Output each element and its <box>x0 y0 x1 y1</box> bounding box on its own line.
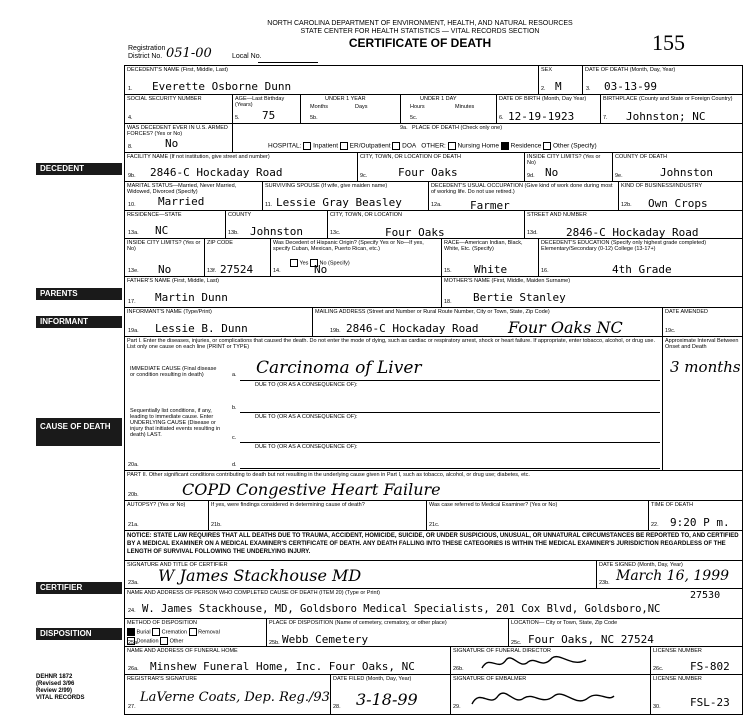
license2-value: FSL-23 <box>690 696 730 709</box>
res-inside-value: No <box>158 263 172 276</box>
res-city-value: Four Oaks <box>385 226 445 239</box>
part2-value: COPD Congestive Heart Failure <box>182 480 441 499</box>
funeral-home-label: NAME AND ADDRESS OF FUNERAL HOME <box>127 648 238 654</box>
form-footer: DEHNR 1872 (Revised 3/96 Review 2/99) VITAL RECORDS <box>36 674 85 701</box>
district-label: District No. <box>128 53 163 60</box>
date-death-value: 03-13-99 <box>604 80 657 93</box>
referred-label: Was case referred to Medical Examiner? (Yes or No) <box>429 502 558 508</box>
immediate-cause-value: Carcinoma of Liver <box>256 358 422 378</box>
certifier-signature: W James Stackhouse MD <box>158 566 362 585</box>
informant-label: INFORMANT'S NAME (Type/Print) <box>127 309 212 315</box>
age-label: AGE—Last Birthday (Years) <box>235 96 285 108</box>
facility-label: FACILITY NAME (If not institution, give street and number) <box>127 154 270 160</box>
city-death-label: CITY, TOWN, OR LOCATION OF DEATH <box>360 154 461 160</box>
dob-label: DATE OF BIRTH (Month, Day Year) <box>499 96 587 102</box>
registrar-signature: LaVerne Coats, Dep. Reg./93 <box>140 690 330 705</box>
sequential-label: Sequentially list conditions, if any, leading to immediate cause. Enter UNDERLYING CAUSE (Disease or injury that initiated events resulting in death) LAST. <box>130 408 221 438</box>
burial-checkbox[interactable] <box>127 628 135 636</box>
inside-city-label: INSIDE CITY LIMITS? (Yes or No) <box>527 154 601 166</box>
medical-examiner-notice: NOTICE: STATE LAW REQUIRES THAT ALL DEATHS DUE TO TRAUMA, ACCIDENT, HOMICIDE, SUICIDE, OR UNDER SUSPICIOUS, UNUSUAL, OR UNNATURAL CIRCUMSTANCES BE REPORTED TO, AND CERTIFIED BY A MEDICAL EXAMINER ON A MEDICAL EXAMINER'S CERTIFICATE OF DEATH. ANY DEATH FALLING INTO THESE CATEGORIES IS WITHIN THE MEDICAL EXAMINER'S JURISDICTION REGARDLESS OF THE LENGTH OF SURVIVAL FOLLOWING THE UNDERLYING INJURY. <box>127 533 739 555</box>
res-county-label: COUNTY <box>228 212 252 218</box>
certificate-number: 155 <box>652 30 685 55</box>
marital-label: MARITAL STATUS—Married, Never Married, Widowed, Divorced (Specify) <box>127 183 237 195</box>
under-1-day-label: UNDER 1 DAY <box>420 96 457 102</box>
part2-label: PART II. Other significant conditions contributing to death but not resulting in the underlying cause given in Part I, such as tobacco, alcohol, or drug use; diabetes, etc. <box>127 472 530 478</box>
sex-label: SEX <box>541 67 553 73</box>
findings-label: If yes, were findings considered in determining cause of death? <box>211 502 365 508</box>
location-label: LOCATION— City or Town, State, Zip Code <box>511 620 618 626</box>
hispanic-yes-checkbox[interactable] <box>290 259 298 267</box>
res-county-value: Johnston <box>250 225 303 238</box>
birthplace-label: BIRTHPLACE (County and State or Foreign Country) <box>603 96 733 102</box>
date-filed-label: DATE FILED (Month, Day, Year) <box>333 676 412 682</box>
certifier-section: CERTIFIER <box>36 582 122 594</box>
res-inside-label: INSIDE CITY LIMITS? (Yes or No) <box>127 240 201 252</box>
disposition-other-checkbox[interactable] <box>160 637 168 645</box>
time-death-value: 9:20 P m. <box>670 516 730 529</box>
certifier-address-value: W. James Stackhouse, MD, Goldsboro Medical Specialists, 201 Cox Blvd, Goldsboro,NC <box>142 603 661 615</box>
certifier-zip: 27530 <box>690 590 721 601</box>
armed-forces-value: No <box>165 137 179 150</box>
certificate-title: CERTIFICATE OF DEATH <box>348 36 492 50</box>
part1-label: Part I. Enter the diseases, injuries, or complications that caused the death. Do not enter the mode of dying, such as cardiac or respiratory arrest, shock or heart failure. If appropriate, enter tobacco, alcohol, or drug use. List only one cause on each line (PRINT or TYPE) <box>127 338 655 350</box>
armed-forces-label: WAS DECEDENT EVER IN U.S. ARMED FORCES? (Yes or No) <box>127 125 228 137</box>
race-label: RACE—American Indian, Black, White, Etc. (Specify) <box>444 240 523 252</box>
hispanic-value: No <box>314 263 328 276</box>
license-label: LICENSE NUMBER <box>653 648 702 654</box>
interval-label: Approximate Interval Between Onset and Death <box>665 338 739 350</box>
embalmer-label: SIGNATURE OF EMBALMER <box>453 676 527 682</box>
place-disposition-value: Webb Cemetery <box>282 633 369 646</box>
date-filed-value: 3-18-99 <box>356 690 418 709</box>
spouse-value: Lessie Gray Beasley <box>276 196 402 209</box>
zip-label: ZIP CODE <box>207 240 233 246</box>
doa-checkbox[interactable] <box>392 142 400 150</box>
date-signed-value: March 16, 1999 <box>616 568 730 584</box>
father-label: FATHER'S NAME (First, Middle, Last) <box>127 278 220 284</box>
education-label: DECEDENT'S EDUCATION (Specify only highest grade completed) Elementary/Secondary (0-12) College (13-17+) <box>541 240 707 252</box>
district-number: 051-00 <box>166 46 212 61</box>
dob-value: 12-19-1923 <box>508 110 575 123</box>
res-state-value: NC <box>155 224 169 237</box>
signature-title-label: SIGNATURE AND TITLE OF CERTIFIER <box>127 562 228 568</box>
father-value: Martin Dunn <box>155 291 228 304</box>
disposition-section: DISPOSITION <box>36 628 122 640</box>
funeral-director-signature <box>480 652 590 678</box>
residence-checkbox[interactable] <box>501 142 509 150</box>
place-death-options: HOSPITAL: Inpatient ER/Outpatient DOA OTHER: Nursing Home Residence Other (Specify) <box>268 142 597 150</box>
facility-value: 2846-C Hockaday Road <box>150 166 283 179</box>
birthplace-value: Johnston; NC <box>626 110 706 123</box>
time-death-label: TIME OF DEATH <box>651 502 694 508</box>
informant-section: INFORMANT <box>36 316 122 328</box>
registrar-label: REGISTRAR'S SIGNATURE <box>127 676 198 682</box>
location-value: Four Oaks, NC 27524 <box>528 633 654 646</box>
method-options-2: Donation Other <box>127 637 183 645</box>
sex-value: M <box>555 80 562 93</box>
other-checkbox[interactable] <box>543 142 551 150</box>
embalmer-signature <box>468 684 618 716</box>
date-signed-label: DATE SIGNED (Month, Day, Year) <box>599 562 683 568</box>
license2-label: LICENSE NUMBER <box>653 676 702 682</box>
mailing-print-value: 2846-C Hockaday Road <box>346 322 479 335</box>
res-state-label: RESIDENCE—STATE <box>127 212 182 218</box>
immediate-label: IMMEDIATE CAUSE (Final disease or condition resulting in death) <box>130 366 217 378</box>
removal-checkbox[interactable] <box>189 628 197 636</box>
registration-label: Registration <box>128 45 166 52</box>
method-label: METHOD OF DISPOSITION <box>127 620 197 626</box>
res-street-label: STREET AND NUMBER <box>527 212 587 218</box>
informant-value: Lessie B. Dunn <box>155 322 248 335</box>
date-death-label: DATE OF DEATH (Month, Day, Year) <box>585 67 676 73</box>
hispanic-label: Was Decedent of Hispanic Origin? (Specify Yes or No—If yes, specify Cuban, Mexican, Puerto Rican, etc.) <box>273 240 424 252</box>
funeral-home-value: Minshew Funeral Home, Inc. Four Oaks, NC <box>150 660 415 673</box>
res-street-value: 2846-C Hockaday Road <box>566 226 699 239</box>
method-options-1: Burial Cremation Removal <box>127 628 220 636</box>
business-value: Own Crops <box>648 197 708 210</box>
local-label: Local No. <box>232 53 262 60</box>
marital-value: Married <box>158 195 205 208</box>
mailing-label: MAILING ADDRESS (Street and Number or Rural Route Number, City or Town, State, Zip Code) <box>315 309 550 315</box>
er-checkbox[interactable] <box>340 142 348 150</box>
race-value: White <box>474 263 508 276</box>
spouse-label: SURVIVING SPOUSE (If wife, give maiden name) <box>265 183 388 189</box>
funeral-director-label: SIGNATURE OF FUNERAL DIRECTOR <box>453 648 551 654</box>
certifier-address-label: NAME AND ADDRESS OF PERSON WHO COMPLETED CAUSE OF DEATH (ITEM 20) (Type or Print) <box>127 590 380 596</box>
funeral-director-signature-mark <box>480 652 590 674</box>
parents-section: PARENTS <box>36 288 122 300</box>
city-death-value: Four Oaks <box>398 166 458 179</box>
county-death-label: COUNTY OF DEATH <box>615 154 668 160</box>
date-amended-label: DATE AMENDED <box>665 309 708 315</box>
cause-section: CAUSE OF DEATH <box>36 418 122 446</box>
inside-city-value: No <box>545 166 559 179</box>
occupation-label: DECEDENT'S USUAL OCCUPATION (Give kind of work done during most of working life. Do not use retired.) <box>431 183 613 195</box>
place-disposition-label: PLACE OF DISPOSITION (Name of cemetery, crematory, or other place) <box>269 620 447 626</box>
mother-value: Bertie Stanley <box>473 291 566 304</box>
decedent-name: Everette Osborne Dunn <box>152 80 292 93</box>
cremation-checkbox[interactable] <box>152 628 160 636</box>
zip-value: 27524 <box>220 263 254 276</box>
ssn-label: SOCIAL SECURITY NUMBER <box>127 96 202 102</box>
dept-header: NORTH CAROLINA DEPARTMENT OF ENVIRONMENT, HEALTH, AND NATURAL RESOURCES <box>267 20 573 27</box>
license1-value: FS-802 <box>690 660 730 673</box>
decedent-section: DECEDENT <box>36 163 122 175</box>
autopsy-label: AUTOPSY? (Yes or No) <box>127 502 186 508</box>
inpatient-checkbox[interactable] <box>303 142 311 150</box>
center-header: STATE CENTER FOR HEALTH STATISTICS — VITAL RECORDS SECTION <box>300 28 540 35</box>
county-death-value: Johnston <box>660 166 713 179</box>
age-value: 75 <box>262 109 276 122</box>
place-death-label: PLACE OF DEATH (Check only one) <box>412 125 503 131</box>
interval-value: 3 months <box>670 358 741 376</box>
res-city-label: CITY, TOWN, OR LOCATION <box>330 212 403 218</box>
hispanic-options: Yes No (Specify) <box>290 259 350 267</box>
name-label: DECEDENT'S NAME (First, Middle, Last) <box>127 67 228 73</box>
under-1-year-label: UNDER 1 YEAR <box>325 96 366 102</box>
education-value: 4th Grade <box>612 263 672 276</box>
business-label: KIND OF BUSINESS/INDUSTRY <box>621 183 703 189</box>
mother-label: MOTHER'S NAME (First, Middle, Maiden Surname) <box>444 278 571 284</box>
occupation-value: Farmer <box>470 199 510 212</box>
embalmer-signature-mark <box>468 684 618 712</box>
mailing-hand-value: Four Oaks NC <box>508 318 623 337</box>
nursing-home-checkbox[interactable] <box>448 142 456 150</box>
